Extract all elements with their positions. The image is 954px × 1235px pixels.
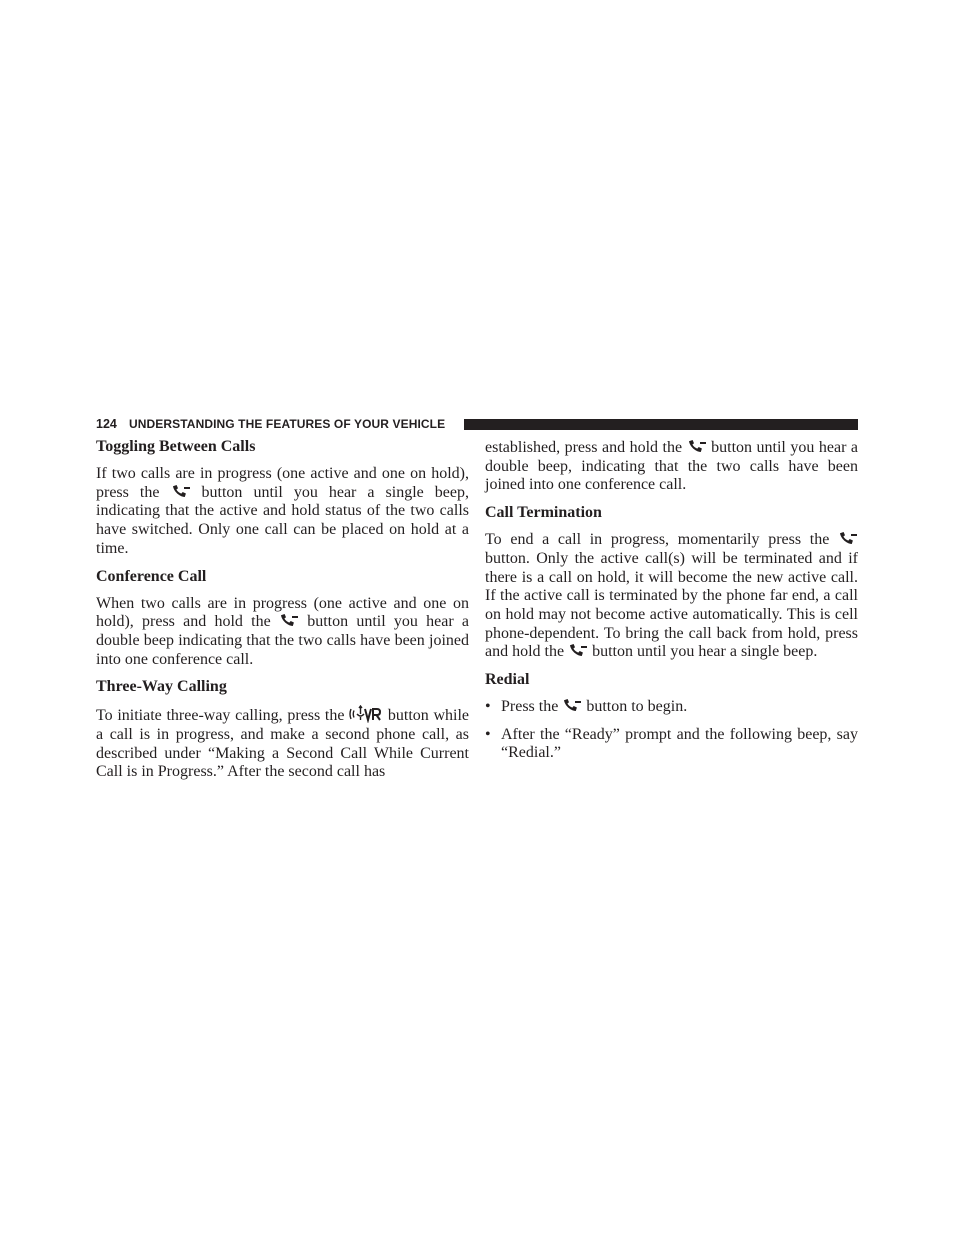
- text: button. Only the active call(s) will be terminated and if there is a call on hold, it will become the new active call. If the active call is terminated by the phone far end, a call on hold may not become active automatically. This is cell phone-dependent. To bring the call back from hold, press and hold the: [485, 549, 858, 661]
- phone-icon: [568, 643, 588, 657]
- text: When two calls are in progress (one active and one on hold), press and hold the: [96, 594, 469, 631]
- paragraph-call-termination: [485, 531, 858, 662]
- bullet: •: [485, 698, 491, 716]
- phone-icon: [279, 613, 299, 627]
- text: If two calls are in progress (one active and one on hold), press the: [96, 465, 469, 501]
- bullet: •: [485, 725, 491, 743]
- right-column: [485, 437, 858, 772]
- phone-icon: [562, 698, 582, 712]
- text: button to begin.: [586, 698, 688, 716]
- heading-call-termination: Call Termination: [485, 504, 602, 522]
- heading-redial: Redial: [485, 671, 530, 689]
- left-column: [96, 437, 469, 782]
- list-item: [485, 698, 858, 717]
- paragraph-conference-continuation: [485, 439, 858, 495]
- text: button until you hear a single beep, indicating that the active and hold status of the two calls have switched. Only one call can be placed on hold at a time.: [96, 483, 469, 557]
- phone-icon: [687, 439, 707, 453]
- heading-toggling-between-calls: Toggling Between Calls: [96, 438, 256, 455]
- phone-icon: [171, 484, 191, 498]
- heading-three-way-calling: Three-Way Calling: [96, 678, 227, 696]
- text: After the “Ready” prompt and the following beep, say “Redial.”: [501, 725, 858, 762]
- section-title: UNDERSTANDING THE FEATURES OF YOUR VEHICLE: [129, 417, 446, 431]
- text: To initiate three-way calling, press the: [96, 707, 345, 725]
- text: established, press and hold the: [485, 439, 683, 456]
- header-rule-bar: [464, 419, 858, 430]
- phone-icon: [838, 531, 858, 545]
- text: Press the: [501, 698, 559, 716]
- paragraph-three-way: [96, 705, 469, 782]
- voice-recognition-icon: [349, 705, 383, 723]
- text: button until you hear a double beep, indicating that the two calls have been joined into one conference call.: [485, 439, 859, 494]
- page-number: 124: [96, 417, 117, 431]
- paragraph-toggling: [96, 465, 469, 559]
- text: button until you hear a double beep indicating that the two calls have been joined into one conference call.: [96, 613, 470, 668]
- list-item: [485, 726, 858, 763]
- page-header: [96, 416, 858, 432]
- text: button until you hear a single beep.: [592, 643, 818, 661]
- heading-conference-call: Conference Call: [96, 567, 207, 585]
- paragraph-conference: [96, 595, 469, 670]
- text: button while a call is in progress, and make a second phone call, as described under “Making a Second Call While Current Call is in Progress.” After the second call has: [96, 707, 470, 781]
- text: To end a call in progress, momentarily press the: [485, 531, 830, 549]
- redial-list: [485, 698, 858, 763]
